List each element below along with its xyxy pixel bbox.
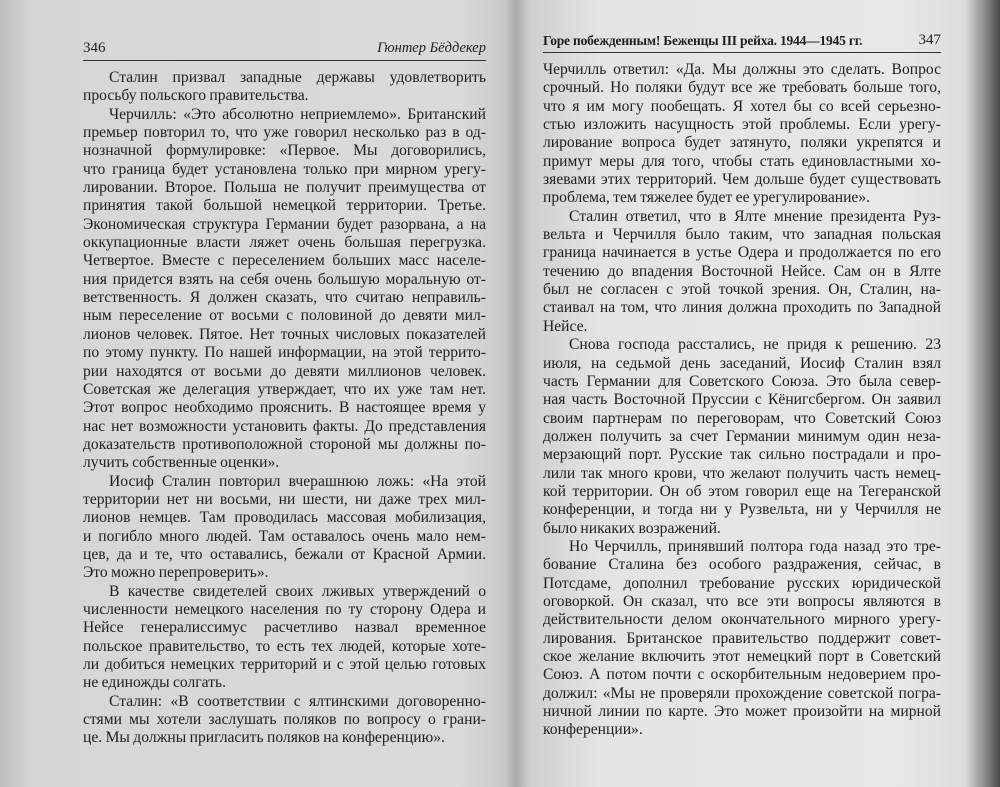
text-line: ния придется взять на себя очень большую моральную от-: [83, 270, 486, 288]
text-line: лили так много крови, что желают получить часть немец-: [543, 464, 941, 482]
page-header: [543, 30, 941, 53]
text-line: принятия такой большой немецкой территории. Третье.: [83, 197, 486, 215]
text-line: рии находятся от восьми до девяти миллионов человек.: [83, 362, 486, 380]
paragraph: [543, 61, 941, 208]
text-line: Черчилль: «Это абсолютно неприемлемо». Британский: [109, 105, 486, 123]
text-line: Советская же делегация утверждает, что их уже там нет.: [83, 380, 486, 398]
text-line: премьер повторил то, что уже говорил несколько раз в од-: [83, 124, 486, 142]
text-line: оккупационные власти ляжет очень большая перегрузка.: [83, 234, 486, 252]
paragraph: [83, 693, 486, 748]
text-line: июля, на седьмой день заседаний, Иосиф Сталин взял: [543, 354, 941, 372]
text-line: кой территории. Он об этом говорил еще на Тегеранской: [543, 482, 941, 500]
paragraph: [543, 538, 941, 740]
paragraph: [83, 473, 486, 583]
text-line: численности немецкого населения по ту сторону Одера и: [83, 600, 486, 618]
text-line: Нейсе генералиссимус расчетливо назвал временное: [83, 619, 486, 637]
text-line: Это можно перепроверить».: [83, 564, 269, 582]
text-line: Черчилль ответил: «Да. Мы должны это сделать. Вопрос: [543, 61, 941, 78]
text-line: Снова господа расстались, не придя к решению. 23: [569, 336, 941, 354]
page-number: 347: [918, 32, 941, 48]
text-line: лионов человек. Пятое. Нет точных числовых показателей: [83, 325, 486, 343]
text-line: лионов немцев. Там проводилась массовая мобилизация,: [83, 509, 486, 527]
text-line: Иосиф Сталин повторил вчерашнюю ложь: «На этой: [109, 472, 486, 490]
text-line: Союз. А потом почти с оскорбительным недоверием про-: [543, 666, 941, 684]
running-head-author: Гюнтер Бёддекер: [377, 40, 486, 56]
page-body: [83, 69, 486, 748]
text-line: своим партнерам по переговорам, что Советский Союз: [543, 409, 941, 427]
text-line: действительности делом окончательного мирного урегу-: [543, 611, 941, 629]
text-line: ным переселение от восьми с половиной до девяти мил-: [83, 307, 486, 325]
text-line: бование Сталина без особого раздражения, сейчас, в: [543, 556, 941, 574]
text-line: ветственность. Я должен сказать, что считаю неправиль-: [83, 289, 486, 307]
page-header: [83, 38, 486, 61]
text-line: Но Черчилль, принявший полтора года назад это тре-: [569, 537, 941, 555]
text-line: Потсдаме, дополнил требование русских юридической: [543, 574, 941, 592]
text-line: должен получить за счет Германии минимум один неза-: [543, 427, 941, 445]
text-line: по этому пункту. По нашей информации, на этой террито-: [83, 344, 486, 362]
text-line: Этот вопрос необходимо прояснить. В настоящее время у: [83, 399, 486, 417]
text-line: конференции».: [543, 721, 643, 739]
text-line: доказательств противоположной стороной мы должны по-: [83, 435, 486, 453]
text-line: должил: «Мы не проверяли прохождение советской погра-: [543, 684, 941, 702]
text-line: вельта и Черчилля было таким, что западная польская: [543, 226, 941, 244]
text-line: ское желание включить этот немецкий порт в Советский: [543, 648, 941, 665]
paragraph: [83, 106, 486, 473]
text-line: Экономическая структура Германии будет разорвана, а на: [83, 215, 486, 233]
paragraph: [83, 583, 486, 693]
text-line: Сталин ответил, что в Ялте мнение президента Руз-: [569, 207, 941, 225]
text-line: не единожды солгать.: [83, 674, 227, 692]
text-line: Сталин призвал западные державы удовлетворить: [109, 69, 486, 86]
text-line: стями мы хотели заслушать поляков по вопросу о грани-: [83, 711, 486, 729]
text-line: Нейсе.: [543, 317, 588, 335]
text-line: срочный. Но поляки будут все же требовать больше того,: [543, 79, 941, 97]
page-body: [543, 61, 941, 740]
text-line: и погибло много людей. Там оставалось очень мало нем-: [83, 527, 486, 545]
text-line: Четвертое. Вместе с переселением больших масс населе-: [83, 252, 486, 270]
text-line: территории нет ни восьми, ни шести, ни даже трех мил-: [83, 490, 486, 508]
text-line: что граница будет установлена только при мирном урегу-: [83, 160, 486, 178]
paragraph: [543, 208, 941, 336]
text-line: что я им могу пообещать. Я хотел бы со всей серьезно-: [543, 97, 941, 115]
text-line: ная часть Восточной Пруссии с Кёнигсбергом. Он заявил: [543, 391, 941, 409]
text-line: стью изложить насущность этой проблемы. Если урегу-: [543, 116, 941, 134]
text-line: зяевами этих территорий. Чем дольше будет существовать: [543, 171, 941, 189]
running-head-title: Горе побежденным! Беженцы III рейха. 1944—1945 гг.: [543, 33, 863, 48]
text-line: нозначной формулировке: «Первое. Мы договорились,: [83, 142, 486, 160]
text-line: оговоркой. Он сказал, что все эти вопросы являются в: [543, 592, 941, 610]
text-line: конференции, и тогда ни у Рузвельта, ни у Черчилля не: [543, 501, 941, 519]
text-line: ничной линии по карте. Это может произойти на мирной: [543, 703, 941, 721]
text-line: стаивал на том, что линия должна проходить по Западной: [543, 299, 941, 317]
text-line: це. Мы должны пригласить поляков на конференцию».: [83, 729, 445, 747]
text-line: часть Германии для Советского Союза. Это была север-: [543, 372, 941, 390]
text-line: ли добиться немецких территорий и с этой целью готовых: [83, 656, 486, 673]
text-line: лирование вопроса будет затянуто, поляки укрепятся и: [543, 134, 941, 152]
left-page: [83, 38, 486, 748]
text-line: граница начинается в устье Одера и продолжается по его: [543, 244, 941, 262]
text-line: В качестве свидетелей своих лживых утверждений о: [109, 582, 486, 600]
paragraph: [543, 336, 941, 538]
paragraph: [83, 69, 486, 106]
text-line: Сталин: «В соответствии с ялтинскими договоренно-: [109, 692, 486, 710]
text-line: было никаких возражений.: [543, 519, 721, 537]
text-line: был не согласен с этой точкой зрения. Он, Сталин, на-: [543, 281, 941, 299]
text-line: лировании. Второе. Польша не получит преимущества от: [83, 179, 486, 197]
text-line: течению до впадения Восточной Нейсе. Сам он в Ялте: [543, 262, 941, 280]
text-line: примут меры для того, чтобы стать единовластными хо-: [543, 152, 941, 170]
page-number: 346: [83, 40, 106, 56]
text-line: мерзающий порт. Русские так сильно пострадали и про-: [543, 446, 941, 464]
text-line: цев, да и те, что оставались, бежали от Красной Армии.: [83, 545, 486, 563]
text-line: польское правительство, то есть тех людей, которые хоте-: [83, 637, 486, 655]
text-line: нас нет возможности установить факты. До представления: [83, 417, 486, 435]
text-line: лирования. Британское правительство поддержит совет-: [543, 629, 941, 647]
text-line: просьбу польского правительства.: [83, 87, 309, 105]
right-page: [543, 30, 941, 740]
text-line: проблема, тем тяжелее будет ее урегулирование».: [543, 189, 871, 207]
text-line: лучить собственные оценки».: [83, 454, 280, 472]
